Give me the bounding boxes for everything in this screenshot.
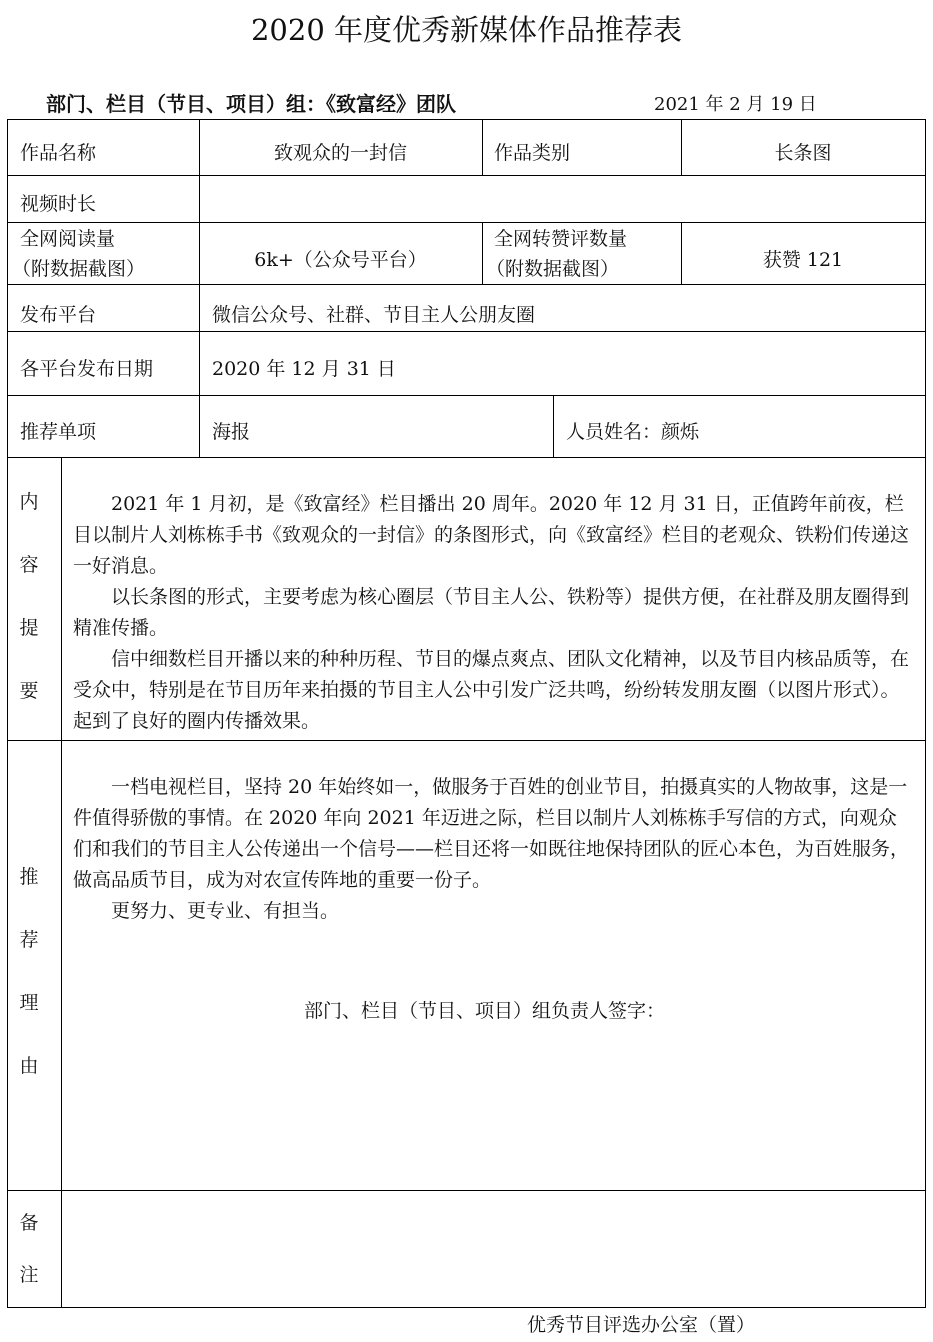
summary-paragraph: 以长条图的形式，主要考虑为核心圈层（节目主人公、铁粉等）提供方便，在社群及朋友圈得到精准传播。 (73, 586, 910, 639)
reads-label-note: （附数据截图） (12, 258, 146, 280)
department-line: 部门、栏目（节目、项目）组：《致富经》团队 (46, 92, 456, 116)
work-type-value: 长条图 (774, 142, 832, 164)
reason-paragraph: 一档电视栏目，坚持 20 年始终如一，做服务于百姓的创业节目，拍摄真实的人物故事，这是一件值得骄傲的事情。在 2020 年向 2021 年迈进之际，栏目以制片人刘栋栋手写信的方式，向观众们和我们的节目主人公传递出一个信号——栏目还将一如既往地保持团队的匠心本色，为百姓服务，做高品质节目，成为对农宣传阵地的重要一份子。 (73, 776, 910, 891)
platform-value: 微信公众号、社群、节目主人公朋友圈 (212, 304, 536, 326)
duration-label: 视频时长 (20, 193, 97, 215)
shares-value: 获赞 121 (762, 249, 844, 271)
reason-text (73, 772, 915, 927)
notes-label: 备 注 (19, 1212, 39, 1286)
platform-label: 发布平台 (20, 304, 97, 326)
reads-label: 全网阅读量 (20, 228, 116, 250)
reads-value: 6k+（公众号平台） (254, 249, 427, 271)
summary-paragraph: 2021 年 1 月初，是《致富经》栏目播出 20 周年。2020 年 12 月 31 日，正值跨年前夜，栏目以制片人刘栋栋手书《致观众的一封信》的条图形式，向《致富经》栏目的老观众、铁粉们传递这一好消息。 (73, 493, 910, 577)
reason-label: 推 荐 理 由 (19, 866, 39, 1077)
work-name-label: 作品名称 (20, 142, 97, 164)
summary-label: 内 容 提 要 (19, 491, 39, 702)
reason-paragraph: 更努力、更专业、有担当。 (111, 900, 340, 922)
recommend-item-value: 海报 (212, 421, 251, 443)
signature-line: 部门、栏目（节目、项目）组负责人签字： (304, 1000, 666, 1022)
shares-label: 全网转赞评数量 (494, 228, 628, 250)
work-type-label: 作品类别 (494, 142, 571, 164)
person-name: 人员姓名：颜烁 (566, 421, 700, 443)
shares-label-note: （附数据截图） (486, 258, 620, 280)
publish-date-value: 2020 年 12 月 31 日 (212, 358, 396, 380)
form-date: 2021 年 2 月 19 日 (654, 94, 817, 115)
recommend-item-label: 推荐单项 (20, 421, 97, 443)
publish-date-label: 各平台发布日期 (20, 358, 154, 380)
footer-office: 优秀节目评选办公室（置） (527, 1314, 756, 1336)
page-title: 2020 年度优秀新媒体作品推荐表 (250, 13, 683, 47)
work-name-value: 致观众的一封信 (273, 142, 407, 164)
summary-text (73, 489, 915, 737)
summary-paragraph: 信中细数栏目开播以来的种种历程、节目的爆点爽点、团队文化精神，以及节目内核品质等，在受众中，特别是在节目历年来拍摄的节目主人公中引发广泛共鸣，纷纷转发朋友圈（以图片形式）。起到了良好的圈内传播效果。 (73, 648, 910, 732)
